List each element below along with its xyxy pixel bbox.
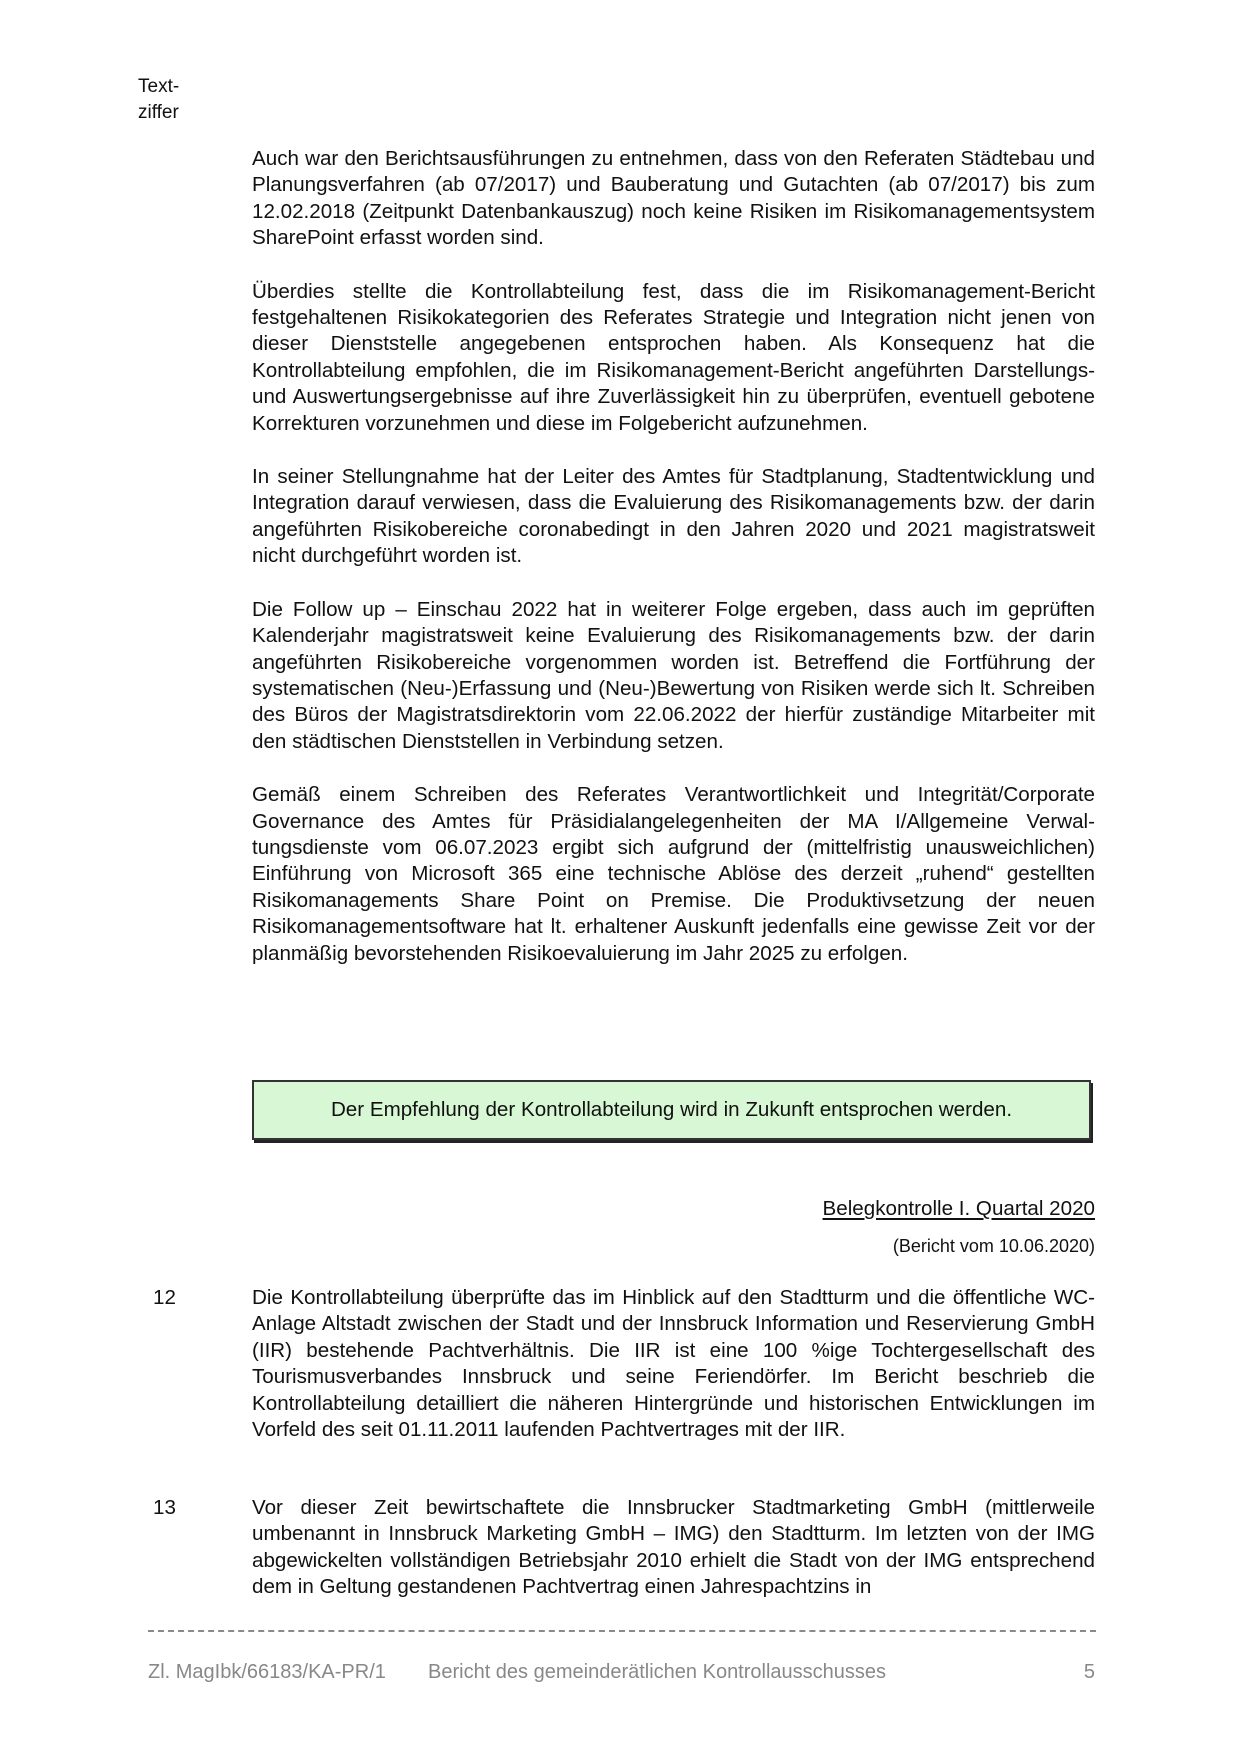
footer-title: Bericht des gemeinderätlichen Kontrollausschusses xyxy=(428,1661,887,1683)
paragraph: Gemäß einem Schreiben des Referates Verantwortlichkeit und Integrität/Corporate Governance des Amtes für Präsidialangelegenheiten der MA I/Allgemeine Verwaltungsdienste vom 06.07.2023 ergibt sich aufgrund der (mittelfristig unausweichlichen) Einführung von Microsoft 365 eine technische Ablöse des derzeit „ruhend“ gestellten Risikomanagements Share Point on Premise. Die Produktivsetzung der neuen Risikomanagementsoftware hat lt. erhaltener Auskunft jedenfalls eine gewisse Zeit vor der planmäßig bevorstehenden Risikoevaluierung im Jahr 2025 zu erfolgen. xyxy=(252,783,1095,965)
body-text xyxy=(252,146,1095,994)
text-number: 13 xyxy=(153,1496,176,1519)
paragraph: In seiner Stellungnahme hat der Leiter des Amtes für Stadtplanung, Stadtentwicklung und Integration darauf verwiesen, dass die Evaluierung des Risikomanagements bzw. der darin angeführten Risikobereiche coronabedingt in den Jahren 2020 und 2021 magistratsweit nicht durchgeführt worden ist. xyxy=(252,465,1095,568)
recommendation-box xyxy=(252,1080,1091,1140)
footer-divider xyxy=(148,1630,1096,1632)
page-number: 5 xyxy=(1083,1661,1095,1683)
paragraph: Die Follow up – Einschau 2022 hat in weiterer Folge ergeben, dass auch im geprüften Kalenderjahr magistratsweit keine Evaluierung des Risikomanagements bzw. der darin angeführten Risikobereiche vorgenommen worden ist. Betreffend die Fortführung der systematischen (Neu-)Erfassung und (Neu-)Bewertung von Risiken werde sich lt. Schreiben des Büros der Magistratsdirektorin vom 22.06.2022 der hierfür zuständige Mitarbeiter mit den städtischen Dienststellen in Verbindung setzen. xyxy=(252,597,1095,753)
numbered-paragraph-text: Vor dieser Zeit bewirtschaftete die Innsbrucker Stadtmarketing GmbH (mittlerweile umbenannt in Innsbruck Marketing GmbH – IMG) den Stadtturm. Im letzten von der IMG abgewickelten vollständigen Betriebsjahr 2010 erhielt die Stadt von der IMG entsprechend dem in Geltung gestandenen Pachtvertrag einen Jahrespachtzins in xyxy=(252,1496,1095,1599)
numbered-paragraph-text: Die Kontrollabteilung überprüfte das im Hinblick auf den Stadtturm und die öffentliche WC-Anlage Altstadt zwischen der Stadt und der Innsbruck Information und Reservierung GmbH (IIR) bestehende Pachtverhältnis. Die IIR ist eine 100 %ige Tochtergesellschaft des Tourismusverbandes Innsbruck und seine Feriendörfer. Im Bericht beschrieb die Kontrollabteilung detailliert die näheren Hintergründe und historischen Entwicklungen im Vorfeld des seit 01.11.2011 laufenden Pachtvertrages mit der IIR. xyxy=(252,1286,1095,1442)
section-title: Belegkontrolle I. Quartal 2020 xyxy=(822,1197,1095,1220)
text-number: 12 xyxy=(153,1286,176,1309)
footer-reference: Zl. MagIbk/66183/KA-PR/1 xyxy=(148,1661,386,1683)
paragraph: Überdies stellte die Kontrollabteilung fest, dass die im Risikomanagement-Bericht festgehaltenen Risikokategorien des Referates Strategie und Integration nicht jenen von dieser Dienststelle angegebenen entsprochen haben. Als Konsequenz hat die Kontrollabteilung empfohlen, die im Risikomanagement-Bericht angeführten Darstellungs- und Auswertungsergebnisse auf ihre Zuverlässigkeit hin zu überprüfen, eventuell gebotene Korrekturen vorzunehmen und diese im Folgebericht aufzunehmen. xyxy=(252,279,1095,435)
margin-label-textziffer: Text- ziffer xyxy=(138,76,180,123)
recommendation-text: Der Empfehlung der Kontrollabteilung wird in Zukunft entsprochen werden. xyxy=(330,1098,1013,1121)
section-subtitle: (Bericht vom 10.06.2020) xyxy=(892,1236,1095,1256)
paragraph: Auch war den Berichtsausführungen zu entnehmen, dass von den Referaten Städtebau und Planungsverfahren (ab 07/2017) und Bauberatung und Gutachten (ab 07/2017) bis zum 12.02.2018 (Zeitpunkt Datenbankauszug) noch keine Risiken im Risikomanagementsystem SharePoint erfasst worden sind. xyxy=(252,147,1095,250)
